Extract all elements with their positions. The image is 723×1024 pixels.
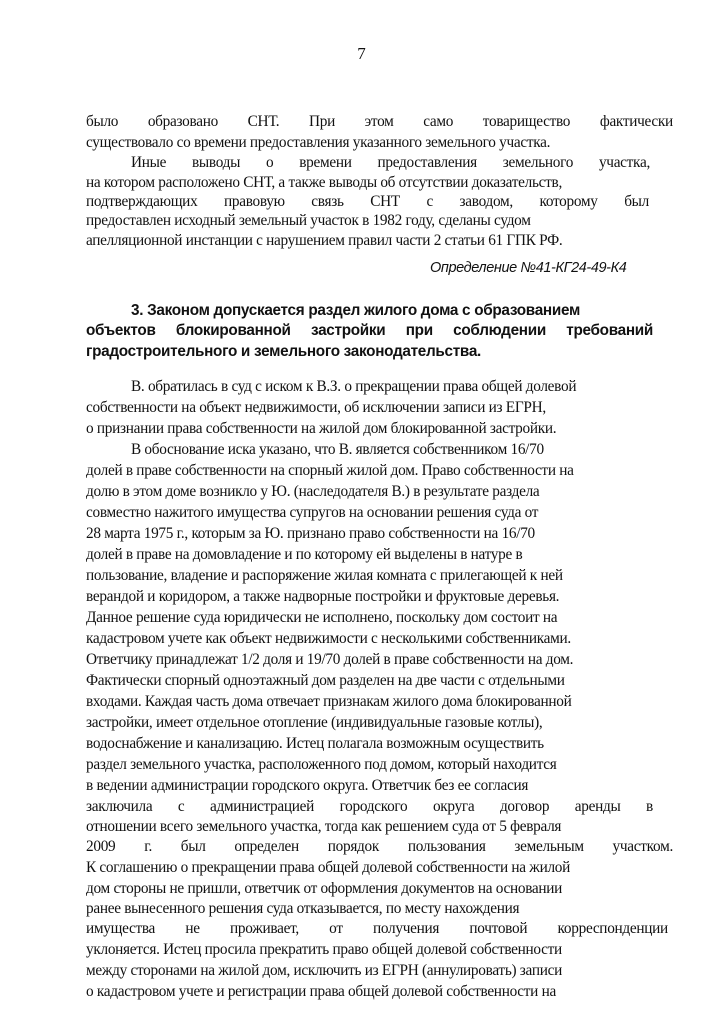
text-line: существовало со времени предоставления указанного земельного участка. — [86, 134, 551, 151]
word: 2009 — [86, 838, 116, 855]
text-line: водоснабжение и канализацию. Истец полагала возможным осуществить — [86, 735, 544, 752]
text-line — [86, 193, 649, 211]
section-heading-line: 3. Законом допускается раздел жилого дома с образованием — [131, 302, 580, 319]
word: выводы — [192, 154, 241, 171]
text-line: на котором расположено СНТ, а также выводы об отсутствии доказательств, — [86, 174, 562, 191]
word: СНТ. — [247, 113, 280, 130]
text-line: Ответчику принадлежат 1/2 доля и 19/70 долей в праве собственности на дом. — [86, 651, 574, 668]
word: участка, — [598, 154, 650, 171]
text-line: предоставлен исходный земельный участок в 1982 году, сделаны судом — [86, 212, 531, 229]
section-heading-line: градостроительного и земельного законодательства. — [86, 343, 481, 360]
text-line — [86, 920, 668, 938]
text-line: пользование, владение и распоряжение жилая комната с прилегающей к ней — [86, 567, 563, 584]
word: аренды — [574, 798, 621, 815]
word: имущества — [86, 920, 156, 937]
word: застройки — [310, 322, 386, 339]
word: в — [646, 798, 653, 815]
word: с — [426, 193, 433, 210]
word: определен — [234, 838, 299, 855]
text-line: дом стороны не пришли, ответчик от оформления документов на основании — [86, 880, 563, 897]
text-line — [131, 154, 650, 172]
word: городского — [339, 798, 408, 815]
word: товарищество — [482, 113, 571, 130]
text-line: ранее вынесенного решения суда отказывается, по месту нахождения — [86, 900, 520, 917]
word: пользования — [407, 838, 486, 855]
word: Иные — [131, 154, 167, 171]
text-line: между сторонами на жилой дом, исключить из ЕГРН (аннулировать) записи — [86, 962, 562, 979]
text-line: входами. Каждая часть дома отвечает признакам жилого дома блокированной — [86, 693, 572, 710]
word: был — [624, 193, 649, 210]
case-reference: Определение №41-КГ24-49-К4 — [430, 260, 627, 276]
word: этом — [364, 113, 394, 130]
word: о — [265, 154, 274, 171]
text-line: Фактически спорный одноэтажный дом разделен на две части с отдельными — [86, 672, 565, 689]
word: был — [180, 838, 206, 855]
word: администрацией — [209, 798, 315, 815]
word: почтовой — [469, 920, 528, 937]
word: корреспонденции — [557, 920, 668, 937]
text-line: В. обратилась в суд с иском к В.З. о прекращении права общей долевой — [131, 378, 577, 395]
word: земельного — [502, 154, 574, 171]
word: которому — [539, 193, 598, 210]
word: земельным — [514, 838, 584, 855]
word: времени — [299, 154, 352, 171]
text-line: Данное решение суда юридически не исполнено, поскольку дом состоит на — [86, 609, 558, 626]
word: не — [185, 920, 200, 937]
text-line: уклоняется. Истец просила прекратить право общей долевой собственности — [86, 941, 562, 958]
word: заключила — [86, 798, 153, 815]
word: фактически — [599, 113, 673, 130]
text-line: собственности на объект недвижимости, об исключении записи из ЕГРН, — [86, 399, 546, 416]
word: само — [423, 113, 454, 130]
word: образовано — [147, 113, 218, 130]
text-line: кадастровом учете как объект недвижимости с несколькими собственниками. — [86, 630, 571, 647]
text-line: в ведении администрации городского округа. Ответчик без ее согласия — [86, 777, 529, 794]
word: СНТ — [370, 193, 400, 210]
text-line: раздел земельного участка, расположенного под домом, который находится — [86, 756, 557, 773]
text-line: апелляционной инстанции с нарушением правил части 2 статьи 61 ГПК РФ. — [86, 232, 563, 249]
page-number: 7 — [357, 44, 366, 63]
section-heading-line — [86, 321, 653, 341]
word: было — [86, 113, 119, 130]
word: порядок — [327, 838, 380, 855]
text-line — [86, 113, 673, 131]
word: договор — [499, 798, 550, 815]
text-line: верандой и коридором, а также надворные постройки и фруктовые деревья. — [86, 588, 560, 605]
text-line — [86, 798, 653, 816]
word: При — [308, 113, 335, 130]
word: соблюдении — [453, 322, 546, 339]
text-line: 28 марта 1975 г., которым за Ю. признано право собственности на 16/70 — [86, 525, 535, 542]
text-line: долей в праве собственности на спорный жилой дом. Право собственности на — [86, 462, 574, 479]
word: участком. — [612, 838, 673, 855]
text-line: застройки, имеет отдельное отопление (индивидуальные газовые котлы), — [86, 714, 543, 731]
text-line: о признании права собственности на жилой дом блокированной застройки. — [86, 420, 557, 437]
word: связь — [311, 193, 344, 210]
text-line: долю в этом доме возникло у Ю. (наследодателя В.) в результате раздела — [86, 483, 540, 500]
text-line: совместно нажитого имущества супругов на основании решения суда от — [86, 504, 539, 521]
word: округа — [432, 798, 475, 815]
word: с — [177, 798, 185, 815]
word: требований — [566, 322, 653, 339]
word: при — [405, 322, 433, 339]
word: предоставления — [377, 154, 477, 171]
text-line: долей в праве на домовладение и по которому ей выделены в натуре в — [86, 546, 523, 563]
word: проживает, — [230, 920, 299, 937]
text-line — [86, 838, 673, 856]
word: блокированной — [175, 322, 291, 339]
text-line: о кадастровом учете и регистрации права общей долевой собственности на — [86, 983, 556, 1000]
word: правовую — [223, 193, 285, 210]
text-line: В обоснование иска указано, что В. является собственником 16/70 — [131, 441, 544, 458]
text-line: К соглашению о прекращении права общей долевой собственности на жилой — [86, 859, 571, 876]
word: заводом, — [459, 193, 513, 210]
word: от — [329, 920, 343, 937]
word: г. — [144, 838, 152, 855]
word: объектов — [86, 322, 156, 339]
word: получения — [373, 920, 440, 937]
text-line: отношении всего земельного участка, тогда как решением суда от 5 февраля — [86, 818, 562, 835]
word: подтверждающих — [86, 193, 198, 210]
